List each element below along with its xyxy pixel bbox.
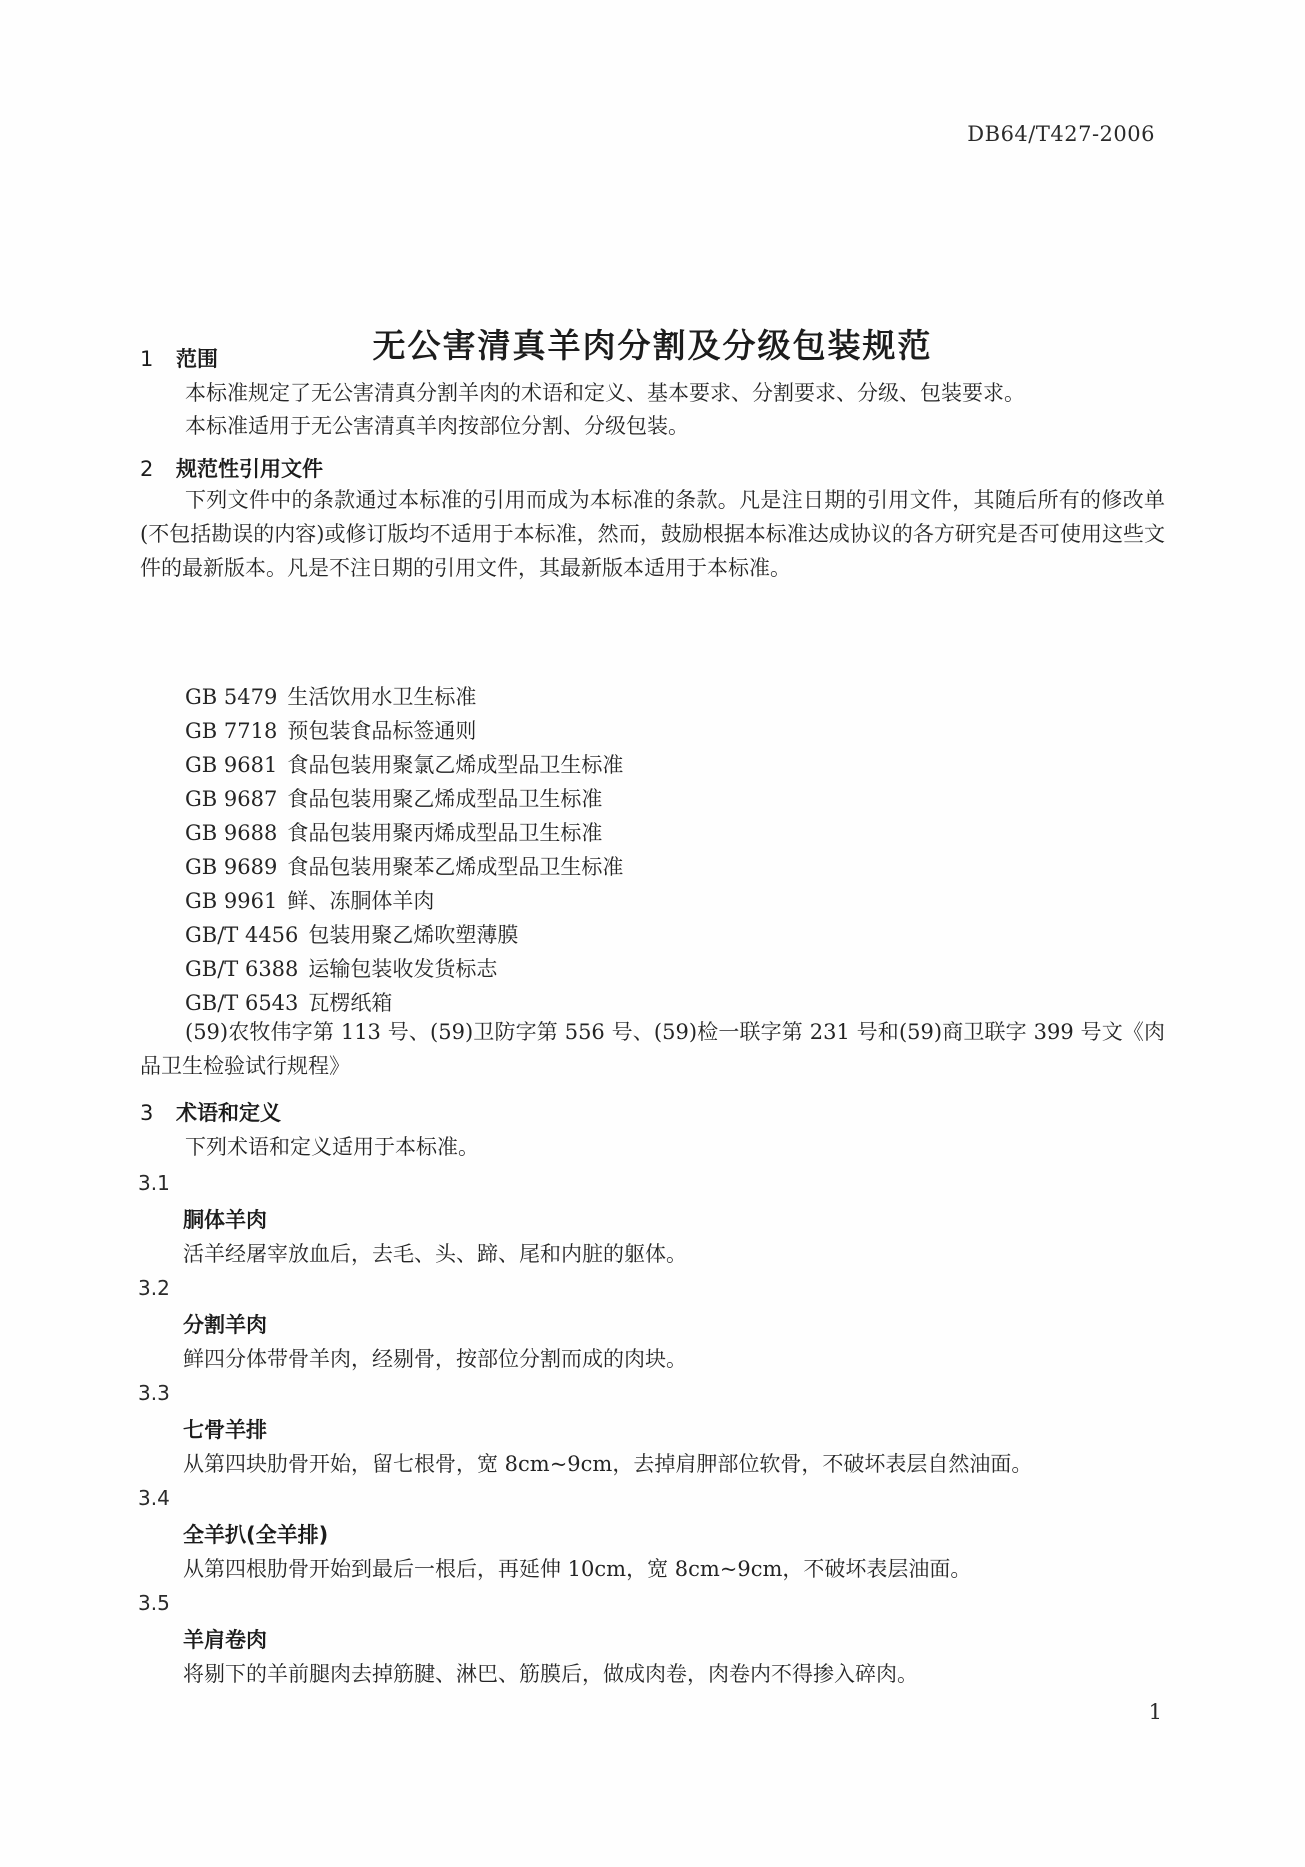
scope-paragraph: 本标准适用于无公害清真羊肉按部位分割、分级包装。 — [185, 414, 689, 438]
references-closing-paragraph: (59)农牧伟字第 113 号、(59)卫防字第 556 号、(59)检一联字第 231 号和(59)商卫联字 399 号文《肉品卫生检验试行规程》 — [140, 1020, 1165, 1078]
term-name: 全羊扒(全羊排) — [183, 1523, 329, 1547]
reference-title: 瓦楞纸箱 — [308, 991, 393, 1015]
section-heading-scope — [140, 343, 218, 373]
reference-title: 包装用聚乙烯吹塑薄膜 — [308, 923, 519, 947]
term-number: 3.4 — [138, 1486, 170, 1510]
references-intro-paragraph: 下列文件中的条款通过本标准的引用而成为本标准的条款。凡是注日期的引用文件，其随后所有的修改单(不包括勘误的内容)或修订版均不适用于本标准，然而，鼓励根据本标准达成协议的各方研究是否可使用这些文件的最新版本。凡是不注日期的引用文件，其最新版本适用于本标准。 — [140, 488, 1165, 580]
section-number: 3 — [140, 1101, 154, 1125]
reference-item — [185, 884, 623, 918]
reference-title: 食品包装用聚丙烯成型品卫生标准 — [287, 821, 603, 845]
reference-title: 食品包装用聚氯乙烯成型品卫生标准 — [287, 753, 624, 777]
reference-title: 食品包装用聚乙烯成型品卫生标准 — [287, 787, 603, 811]
term-number: 3.1 — [138, 1171, 170, 1195]
term-definition: 将剔下的羊前腿肉去掉筋腱、淋巴、筋膜后，做成肉卷，肉卷内不得掺入碎肉。 — [183, 1662, 918, 1686]
reference-code: GB/T 6543 — [185, 991, 299, 1015]
term-number: 3.3 — [138, 1381, 170, 1405]
reference-code: GB 5479 — [185, 685, 278, 709]
reference-title: 生活饮用水卫生标准 — [287, 685, 477, 709]
section-number: 2 — [140, 457, 154, 481]
term-number: 3.5 — [138, 1591, 170, 1615]
reference-title: 鲜、冻胴体羊肉 — [287, 889, 435, 913]
reference-code: GB 9681 — [185, 753, 278, 777]
reference-item — [185, 782, 623, 816]
reference-item — [185, 816, 623, 850]
term-name: 羊肩卷肉 — [183, 1628, 267, 1652]
term-definition: 活羊经屠宰放血后，去毛、头、蹄、尾和内脏的躯体。 — [183, 1242, 687, 1266]
term-name: 分割羊肉 — [183, 1313, 267, 1337]
reference-code: GB 7718 — [185, 719, 278, 743]
term-definition: 从第四根肋骨开始到最后一根后，再延伸 10cm，宽 8cm~9cm，不破坏表层油面。 — [183, 1557, 972, 1581]
reference-code: GB 9687 — [185, 787, 278, 811]
reference-item — [185, 850, 623, 884]
scope-paragraph: 本标准规定了无公害清真分割羊肉的术语和定义、基本要求、分割要求、分级、包装要求。 — [185, 381, 1025, 405]
document-title: 无公害清真羊肉分割及分级包装规范 — [372, 326, 933, 365]
terms-intro: 下列术语和定义适用于本标准。 — [185, 1135, 479, 1159]
reference-title: 预包装食品标签通则 — [287, 719, 477, 743]
term-name: 七骨羊排 — [183, 1418, 267, 1442]
section-title: 术语和定义 — [176, 1101, 281, 1125]
reference-item — [185, 748, 623, 782]
reference-item — [185, 680, 623, 714]
reference-code: GB/T 4456 — [185, 923, 299, 947]
section-title: 范围 — [176, 347, 218, 371]
term-definition: 鲜四分体带骨羊肉，经剔骨，按部位分割而成的肉块。 — [183, 1347, 687, 1371]
reference-item — [185, 714, 623, 748]
reference-list — [185, 680, 623, 1020]
reference-item — [185, 952, 623, 986]
section-heading-terms — [140, 1097, 281, 1127]
section-title: 规范性引用文件 — [176, 457, 323, 481]
reference-item — [185, 918, 623, 952]
page-number: 1 — [1148, 1700, 1162, 1724]
term-name: 胴体羊肉 — [183, 1208, 267, 1232]
reference-title: 食品包装用聚苯乙烯成型品卫生标准 — [287, 855, 624, 879]
reference-code: GB/T 6388 — [185, 957, 299, 981]
reference-code: GB 9689 — [185, 855, 278, 879]
reference-code: GB 9688 — [185, 821, 278, 845]
reference-title: 运输包装收发货标志 — [308, 957, 498, 981]
term-number: 3.2 — [138, 1276, 170, 1300]
section-heading-normative-references — [140, 453, 323, 483]
term-definition: 从第四块肋骨开始，留七根骨，宽 8cm~9cm，去掉肩胛部位软骨，不破坏表层自然油面。 — [183, 1452, 1033, 1476]
standard-code: DB64/T427-2006 — [967, 122, 1155, 146]
reference-code: GB 9961 — [185, 889, 278, 913]
section-number: 1 — [140, 347, 154, 371]
